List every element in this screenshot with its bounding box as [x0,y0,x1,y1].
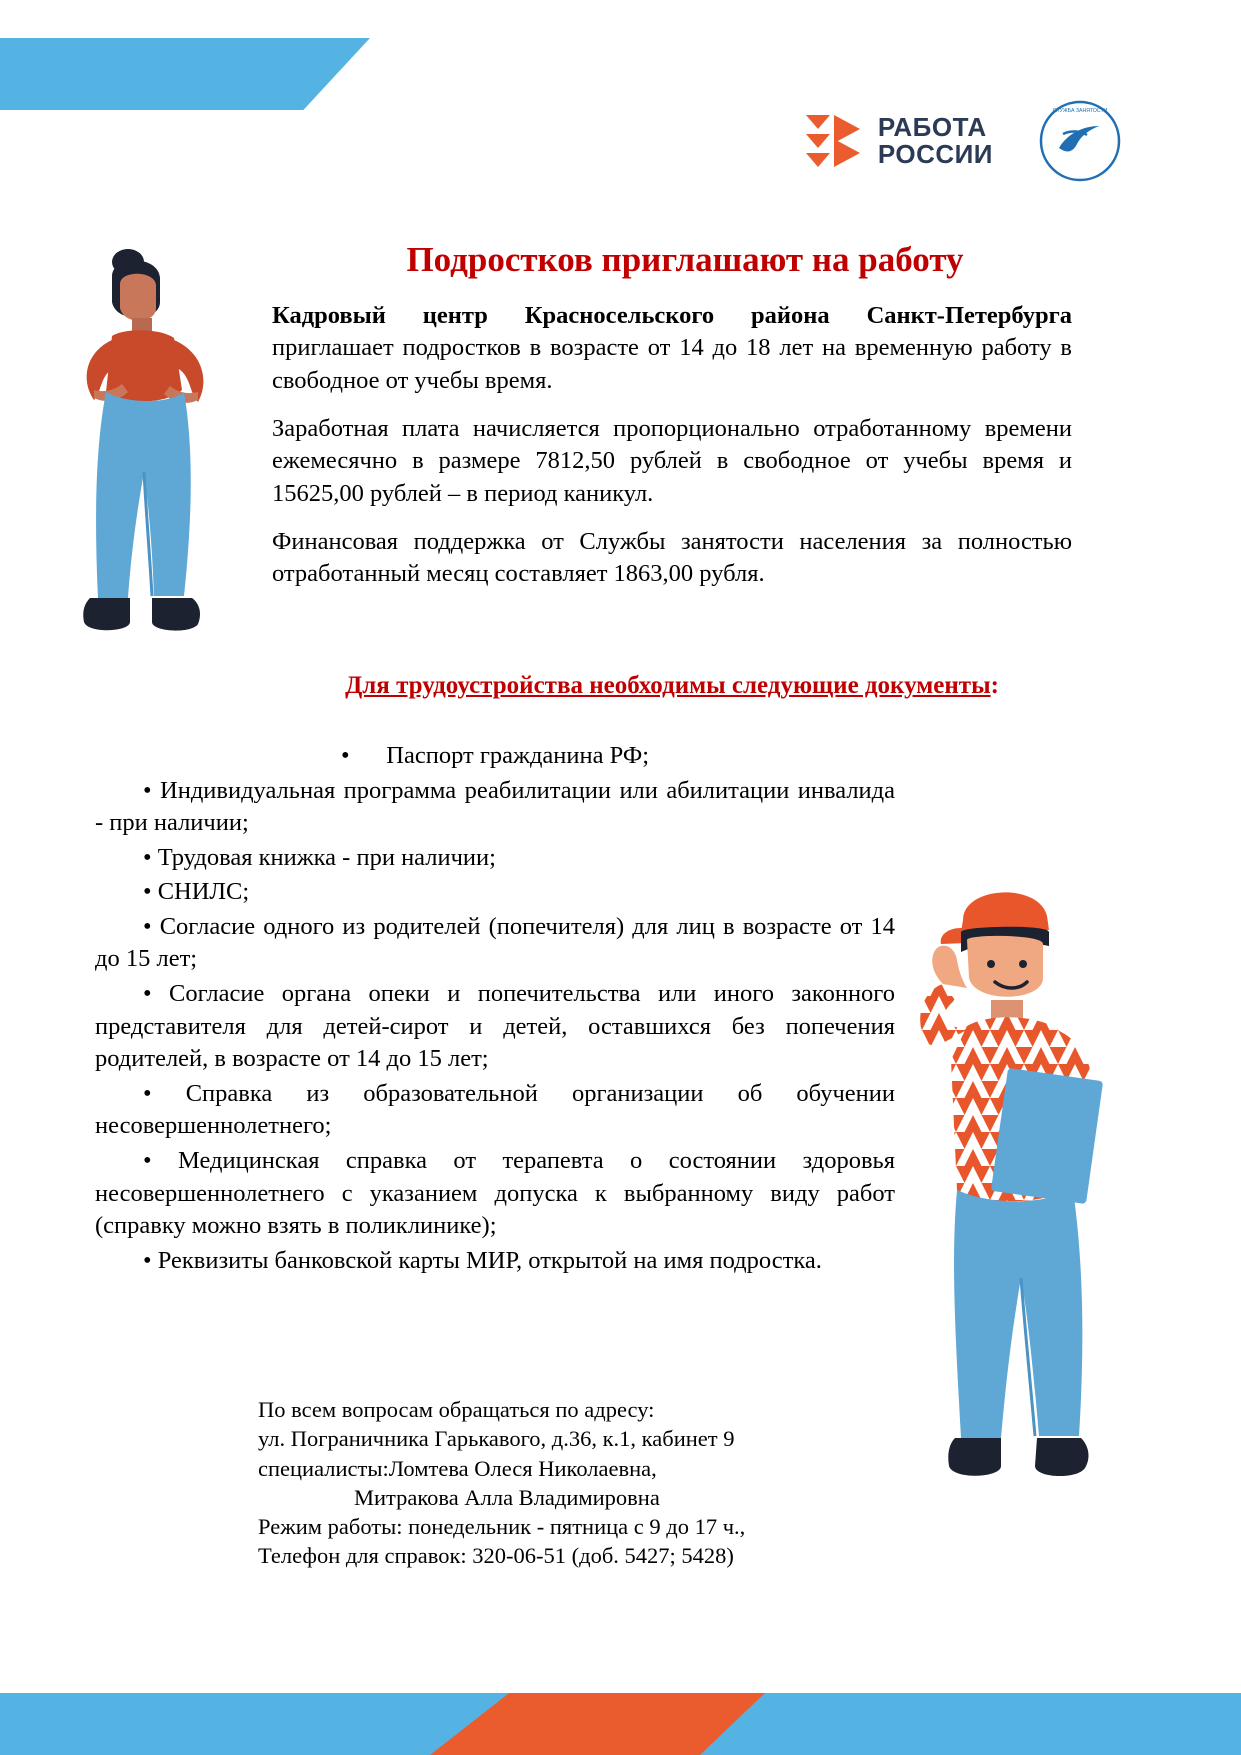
contacts-address: ул. Пограничника Гарькавого, д.36, к.1, кабинет 9 [258,1426,735,1452]
bottom-banner [0,1655,1241,1755]
intro-paragraphs [272,300,1072,591]
contacts-phone: Телефон для справок: 320-06-51 (доб. 5427; 5428) [258,1543,734,1569]
list-item: • Реквизиты банковской карты МИР, открытой на имя подростка. [143,1246,822,1274]
logo-row [804,100,1121,182]
documents-heading-text: Для трудоустройства необходимы следующие документы [345,672,991,699]
contacts-line-intro: По всем вопросам обращаться по адресу: [258,1397,655,1422]
list-item: • Медицинская справка от терапевта о состоянии здоровья несовершеннолетнего с указанием допуска к выбранному виду работ (справку можно взять в поликлинике); [95,1146,895,1240]
rabota-rossii-line2: РОССИИ [877,139,993,169]
intro-paragraph-2: Заработная плата начисляется пропорционально отработанному времени ежемесячно в размере 7812,50 рублей в свободное от учебы время и 15625,00 рублей – в период каникул. [272,414,1072,507]
list-item: • Справка из образовательной организации об обучении несовершеннолетнего; [95,1079,895,1140]
list-item: • Индивидуальная программа реабилитации или абилитации инвалида - при наличии; [95,776,895,837]
intro-paragraph-1-rest: приглашает подростков в возрасте от 14 до 18 лет на временную работу в свободное от учебы время. [272,334,1072,394]
intro-paragraph-1 [272,300,1072,397]
sluzhba-zanyatosti-caption: СЛУЖБА ЗАНЯТОСТИ [1052,108,1108,114]
documents-heading-colon: : [990,672,999,699]
contacts-specialist-1: специалисты:Ломтева Олеся Николаевна, [258,1455,657,1481]
documents-list [95,740,895,1279]
list-item: • Согласие органа опеки и попечительства или иного законного представителя для детей-сирот и детей, оставшихся без попечения родителей, в возрасте от 14 до 15 лет; [95,980,895,1073]
list-item: • Согласие одного из родителей (попечителя) для лиц в возрасте от 14 до 15 лет; [95,912,895,973]
rabota-rossii-wordmark [877,111,993,169]
bottom-blue-right-shape [700,1693,1241,1755]
list-item: • Паспорт гражданина РФ; [340,742,650,769]
arrows-mark-icon [804,113,866,169]
rabota-rossii-logo [804,113,993,169]
intro-paragraph-3: Финансовая поддержка от Службы занятости населения за полностью отработанный месяц составляет 1863,00 рубля. [272,527,1072,588]
intro-bold-lead: Кадровый центр Красносельского района Санкт-Петербурга [272,302,1072,329]
boy-illustration [871,860,1201,1580]
contacts-specialist-2: Митракова Алла Владимировна [354,1484,660,1510]
girl-illustration [50,240,275,740]
sluzhba-zanyatosti-logo [1039,100,1121,182]
list-item: • СНИЛС; [143,878,250,906]
contacts-block [258,1395,878,1571]
page-title: Подростков приглашают на работу [406,240,964,279]
rabota-rossii-line1: РАБОТА [877,111,987,142]
top-blue-banner [0,38,370,110]
documents-heading [272,672,1072,700]
list-item: • Трудовая книжка - при наличии; [143,843,496,871]
contacts-hours: Режим работы: понедельник - пятница с 9 до 17 ч., [258,1514,746,1539]
